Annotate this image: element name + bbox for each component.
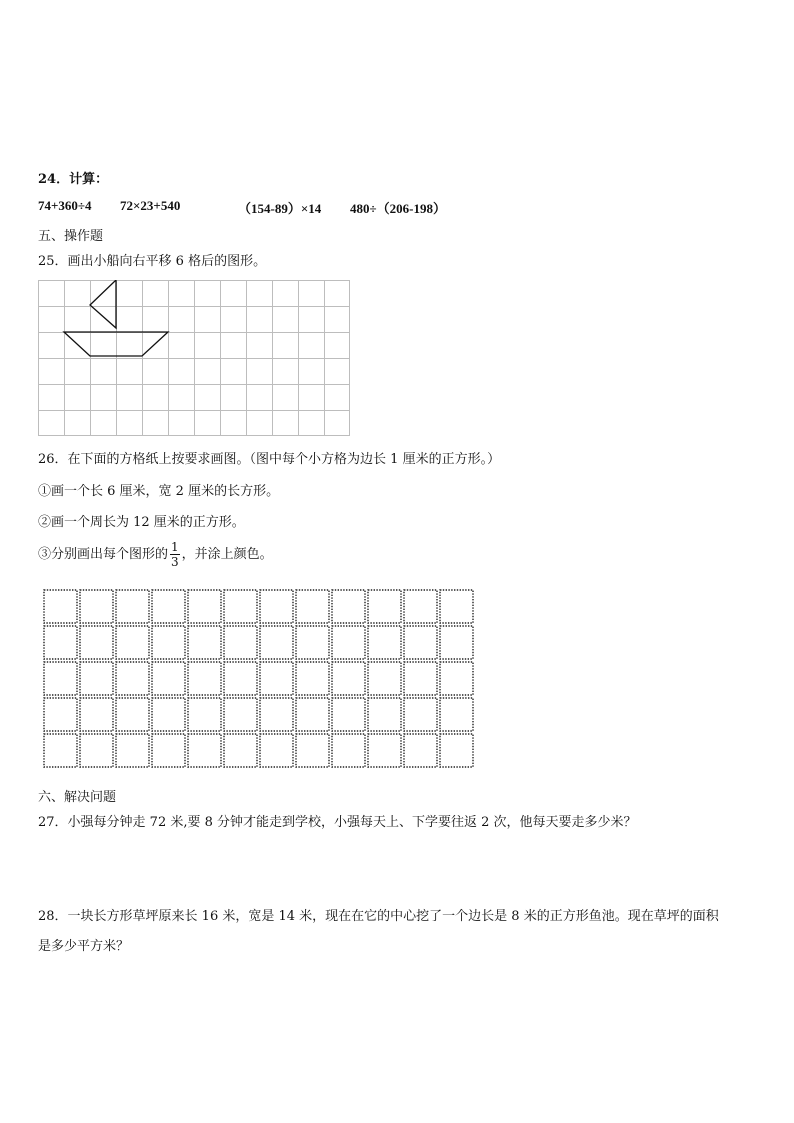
grid-square: [80, 734, 113, 767]
q25-text: 25．画出小船向右平移 6 格后的图形。: [38, 254, 267, 269]
grid-square: [332, 698, 365, 731]
boat-sail: [90, 280, 116, 328]
q26-item-3-before: ③分别画出每个图形的: [38, 547, 169, 562]
grid-square: [224, 662, 257, 695]
grid-square: [152, 734, 185, 767]
grid-square: [440, 590, 473, 623]
section5-title: 五、操作题: [38, 229, 104, 244]
q27-text: 27．小强每分钟走 72 米,要 8 分钟才能走到学校，小强每天上、下学要往返 2 次，他每天要走多少米？: [38, 815, 637, 830]
grid-square: [404, 626, 437, 659]
grid-square: [368, 626, 401, 659]
grid-square: [44, 662, 77, 695]
grid-square: [116, 734, 149, 767]
grid-square: [368, 698, 401, 731]
q28-line-1: 28．一块长方形草坪原来长 16 米，宽是 14 米，现在在它的中心挖了一个边长是 8 米的正方形鱼池。现在草坪的面积: [38, 909, 719, 924]
grid-square: [188, 590, 221, 623]
q26-item-1: ①画一个长 6 厘米，宽 2 厘米的长方形。: [38, 484, 280, 499]
q28-line-2: 是多少平方米？: [38, 939, 130, 954]
grid-square: [188, 734, 221, 767]
grid-square: [260, 626, 293, 659]
grid-square: [116, 626, 149, 659]
grid-square: [44, 590, 77, 623]
q26-item-3-after: ，并涂上颜色。: [181, 547, 273, 562]
grid-square: [80, 590, 113, 623]
grid-square: [44, 626, 77, 659]
grid-square: [188, 626, 221, 659]
grid-square: [188, 662, 221, 695]
grid-square: [260, 698, 293, 731]
grid-square: [296, 662, 329, 695]
grid-square: [224, 734, 257, 767]
grid-square: [260, 662, 293, 695]
fraction-one-third: [170, 541, 180, 568]
grid-square: [440, 626, 473, 659]
dotted-square-grid: [42, 588, 476, 772]
q26-item-3: [38, 538, 273, 572]
grid-square: [80, 626, 113, 659]
grid-square: [404, 734, 437, 767]
fraction-numerator: 1: [171, 540, 179, 554]
grid-square: [296, 734, 329, 767]
grid-square: [80, 662, 113, 695]
grid-square: [440, 698, 473, 731]
grid-square: [440, 734, 473, 767]
boat-grid-lines: [38, 280, 350, 436]
grid-square: [152, 590, 185, 623]
q26-text: 26．在下面的方格纸上按要求画图。（图中每个小方格为边长 1 厘米的正方形。）: [38, 452, 501, 467]
grid-square: [296, 590, 329, 623]
grid-square: [368, 590, 401, 623]
grid-square: [368, 734, 401, 767]
grid-square: [44, 734, 77, 767]
grid-square: [260, 590, 293, 623]
boat-grid: [38, 280, 350, 436]
grid-square: [44, 698, 77, 731]
grid-square: [152, 626, 185, 659]
grid-square: [404, 662, 437, 695]
grid-square: [188, 698, 221, 731]
fraction-denominator: 3: [171, 555, 179, 569]
grid-square: [404, 590, 437, 623]
q24-expr-4: 480÷（206-198）: [350, 201, 446, 216]
grid-square: [332, 734, 365, 767]
q24-expr-3: （154-89）×14: [238, 201, 322, 216]
grid-square: [80, 698, 113, 731]
grid-square: [116, 662, 149, 695]
grid-square: [332, 662, 365, 695]
grid-square: [152, 698, 185, 731]
grid-square: [404, 698, 437, 731]
grid-square: [224, 590, 257, 623]
grid-square: [224, 626, 257, 659]
q24-expr-2: 72×23+540: [120, 198, 181, 213]
grid-square: [332, 590, 365, 623]
grid-square: [260, 734, 293, 767]
section6-title: 六、解决问题: [38, 790, 117, 805]
grid-square: [116, 590, 149, 623]
grid-square: [440, 662, 473, 695]
grid-square: [296, 698, 329, 731]
grid-square: [152, 662, 185, 695]
q24-expr-1: 74+360÷4: [38, 198, 92, 213]
grid-square: [368, 662, 401, 695]
grid-square: [224, 698, 257, 731]
grid-square: [332, 626, 365, 659]
q26-item-2: ②画一个周长为 12 厘米的正方形。: [38, 515, 245, 530]
grid-square: [116, 698, 149, 731]
grid-square: [296, 626, 329, 659]
q24-label: 24．计算：: [38, 172, 109, 187]
